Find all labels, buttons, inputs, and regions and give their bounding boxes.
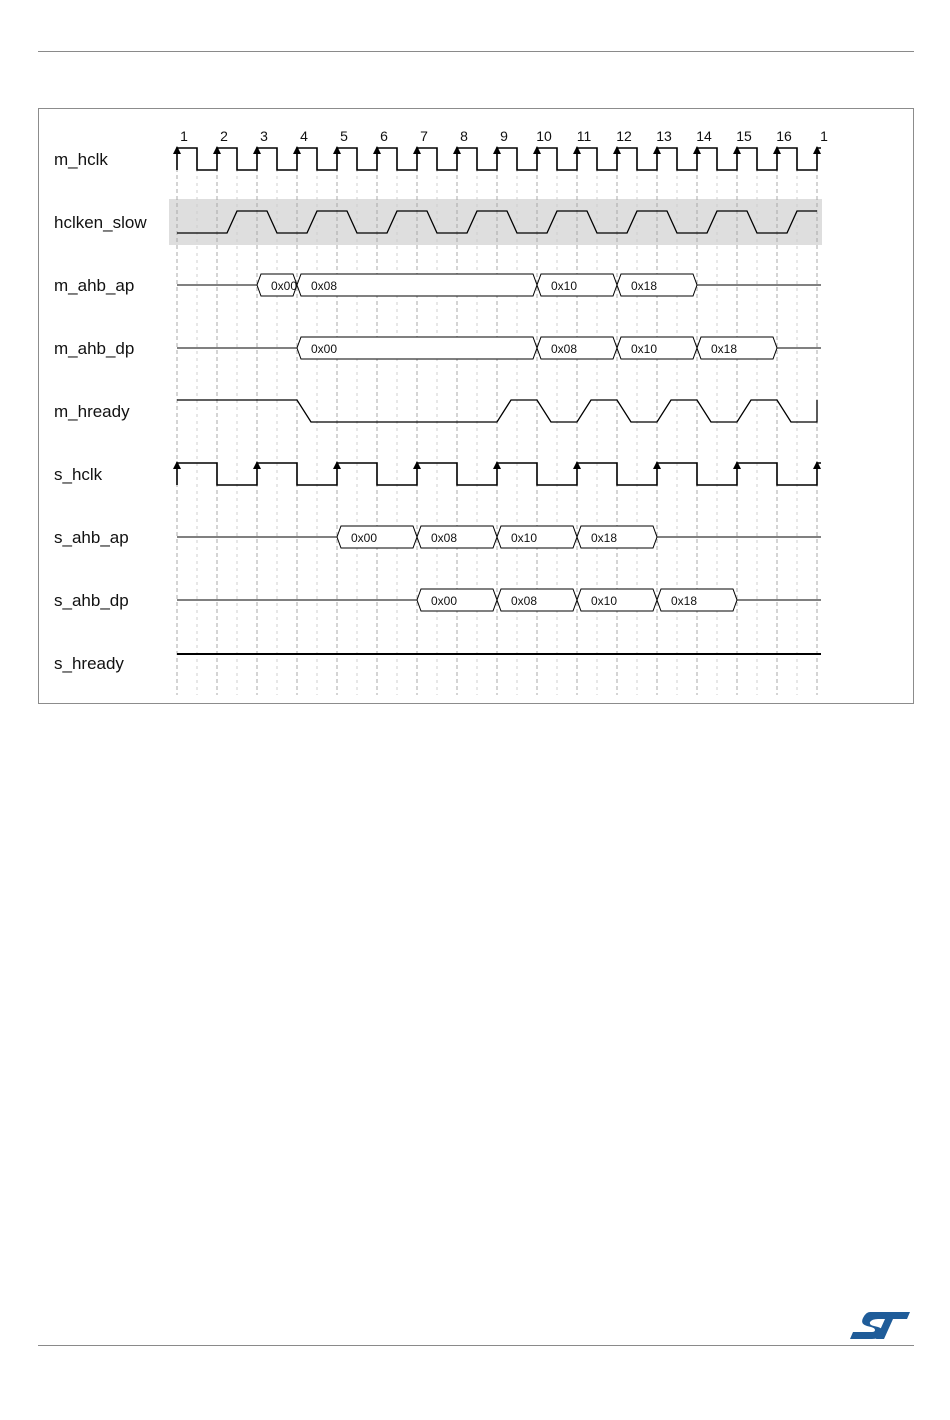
clock-edge-arrow-icon xyxy=(333,146,341,154)
clock-edge-arrow-icon xyxy=(453,146,461,154)
bus-value-label: 0x10 xyxy=(631,342,658,356)
footer-rule xyxy=(38,1345,914,1346)
clock-edge-arrow-icon xyxy=(733,146,741,154)
clock-edge-arrow-icon xyxy=(693,146,701,154)
clock-edge-arrow-icon xyxy=(773,146,781,154)
signal-label-m-ahb-dp: m_ahb_dp xyxy=(54,339,135,358)
cycle-label: 5 xyxy=(340,128,348,144)
cycle-label: 16 xyxy=(776,128,792,144)
clock-edge-arrow-icon xyxy=(253,146,261,154)
clock-edge-arrow-icon xyxy=(213,146,221,154)
cycle-label: 8 xyxy=(460,128,468,144)
bus-value-label: 0x10 xyxy=(551,279,578,293)
cycle-label: 3 xyxy=(260,128,268,144)
clock-edge-arrow-icon xyxy=(653,146,661,154)
cycle-label: 1 xyxy=(820,128,828,144)
header-rule xyxy=(38,51,914,52)
clock-edge-arrow-icon xyxy=(533,146,541,154)
timing-diagram-canvas xyxy=(39,109,915,705)
bus-value-label: 0x18 xyxy=(631,279,658,293)
cycle-label: 1 xyxy=(180,128,188,144)
highlight-band xyxy=(169,199,822,245)
signal-label-s-hready: s_hready xyxy=(54,654,124,673)
bus-value-label: 0x08 xyxy=(511,594,538,608)
signal-waveform xyxy=(177,400,817,422)
bus-value-label: 0x10 xyxy=(591,594,618,608)
clock-edge-arrow-icon xyxy=(173,146,181,154)
signal-label-m-hready: m_hready xyxy=(54,402,130,421)
cycle-label: 13 xyxy=(656,128,672,144)
bus-value-label: 0x18 xyxy=(711,342,738,356)
signal-label-hclken-slow: hclken_slow xyxy=(54,213,147,232)
cycle-label: 14 xyxy=(696,128,712,144)
bus-value-label: 0x00 xyxy=(431,594,458,608)
clock-edge-arrow-icon xyxy=(813,146,821,154)
timing-diagram xyxy=(38,108,914,704)
clock-edge-arrow-icon xyxy=(613,146,621,154)
clock-edge-arrow-icon xyxy=(413,146,421,154)
signal-label-m-ahb-ap: m_ahb_ap xyxy=(54,276,135,295)
signal-label-s-hclk: s_hclk xyxy=(54,465,103,484)
cycle-label: 9 xyxy=(500,128,508,144)
cycle-label: 15 xyxy=(736,128,752,144)
bus-value-label: 0x00 xyxy=(351,531,378,545)
bus-value-label: 0x00 xyxy=(271,279,298,293)
clock-edge-arrow-icon xyxy=(373,146,381,154)
bus-value-label: 0x18 xyxy=(671,594,698,608)
clock-edge-arrow-icon xyxy=(493,146,501,154)
signal-label-s-ahb-dp: s_ahb_dp xyxy=(54,591,129,610)
bus-value-label: 0x08 xyxy=(311,279,338,293)
bus-value-label: 0x08 xyxy=(551,342,578,356)
clock-edge-arrow-icon xyxy=(573,146,581,154)
cycle-label: 2 xyxy=(220,128,228,144)
signal-label-m-hclk: m_hclk xyxy=(54,150,108,169)
cycle-label: 12 xyxy=(616,128,632,144)
cycle-label: 11 xyxy=(576,128,592,144)
bus-value-label: 0x08 xyxy=(431,531,458,545)
bus-value-label: 0x18 xyxy=(591,531,618,545)
cycle-label: 10 xyxy=(536,128,552,144)
cycle-label: 4 xyxy=(300,128,308,144)
bus-value-label: 0x00 xyxy=(311,342,338,356)
bus-value-label: 0x10 xyxy=(511,531,538,545)
signal-label-s-ahb-ap: s_ahb_ap xyxy=(54,528,129,547)
st-logo-icon xyxy=(848,1308,912,1342)
cycle-label: 6 xyxy=(380,128,388,144)
clock-edge-arrow-icon xyxy=(293,146,301,154)
cycle-label: 7 xyxy=(420,128,428,144)
